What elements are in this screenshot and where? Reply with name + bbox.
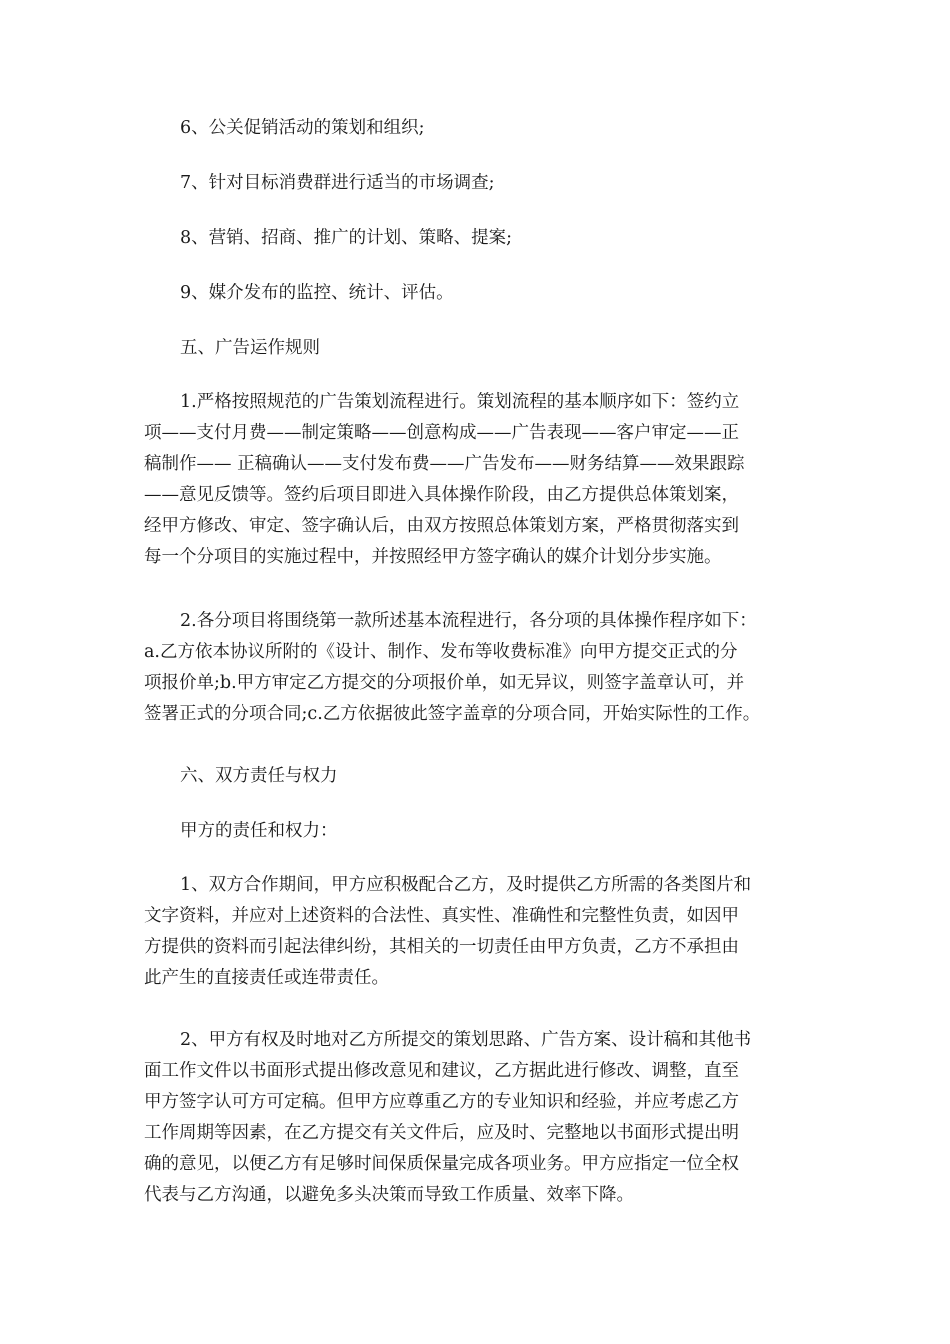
paragraph-line: 文字资料，并应对上述资料的合法性、真实性、准确性和完整性负责，如因甲 [144,906,739,926]
paragraph-line: 稿制作—— 正稿确认——支付发布费——广告发布——财务结算——效果跟踪 [144,454,745,474]
list-item [144,113,814,144]
list-item [144,223,814,254]
list-item [144,168,814,199]
paragraph-line: a.乙方依本协议所附的《设计、制作、发布等收费标准》向甲方提交正式的分 [144,642,738,662]
paragraph-line: 甲方签字认可方可定稿。但甲方应尊重乙方的专业知识和经验，并应考虑乙方 [144,1092,739,1112]
paragraph-2 [144,606,814,730]
paragraph-line: 1、双方合作期间，甲方应积极配合乙方，及时提供乙方所需的各类图片和 [180,875,752,895]
paragraph-line: 每一个分项目的实施过程中，并按照经甲方签字确认的媒介计划分步实施。 [144,547,722,567]
paragraph-1 [144,387,814,573]
paragraph-line: 项报价单;b.甲方审定乙方提交的分项报价单，如无异议，则签字盖章认可，并 [144,673,745,693]
paragraph-line: 此产生的直接责任或连带责任。 [144,968,389,988]
paragraph-line: 签署正式的分项合同;c.乙方依据彼此签字盖章的分项合同，开始实际性的工作。 [144,704,761,724]
paragraph-3 [144,870,814,994]
paragraph-4 [144,1025,814,1211]
paragraph-line: 2、甲方有权及时地对乙方所提交的策划思路、广告方案、设计稿和其他书 [180,1030,752,1050]
section-heading-5: 五、广告运作规则 [180,338,320,358]
section-heading-6: 六、双方责任与权力 [180,766,338,786]
list-item-8: 8、营销、招商、推广的计划、策略、提案; [180,228,513,248]
paragraph-line: 代表与乙方沟通，以避免多头决策而导致工作质量、效率下降。 [144,1185,634,1205]
paragraph-line: 工作周期等因素，在乙方提交有关文件后，应及时、完整地以书面形式提出明 [144,1123,739,1143]
party-a-heading: 甲方的责任和权力： [180,821,338,841]
paragraph-line: 面工作文件以书面形式提出修改意见和建议，乙方据此进行修改、调整，直至 [144,1061,739,1081]
list-item [144,278,814,309]
paragraph-line: 项——支付月费——制定策略——创意构成——广告表现——客户审定——正 [144,423,739,443]
paragraph-line: ——意见反馈等。签约后项目即进入具体操作阶段，由乙方提供总体策划案， [144,485,739,505]
paragraph-line: 确的意见，以便乙方有足够时间保质保量完成各项业务。甲方应指定一位全权 [144,1154,739,1174]
list-item-9: 9、媒介发布的监控、统计、评估。 [180,283,454,303]
paragraph-line: 1.严格按照规范的广告策划流程进行。策划流程的基本顺序如下：签约立 [180,392,740,412]
list-item-6: 6、公关促销活动的策划和组织; [180,118,425,138]
paragraph-line: 方提供的资料而引起法律纠纷，其相关的一切责任由甲方负责，乙方不承担由 [144,937,739,957]
list-item-7: 7、针对目标消费群进行适当的市场调查; [180,173,495,193]
paragraph-line: 经甲方修改、审定、签字确认后，由双方按照总体策划方案，严格贯彻落实到 [144,516,739,536]
paragraph-line: 2.各分项目将围绕第一款所述基本流程进行，各分项的具体操作程序如下： [180,611,757,631]
